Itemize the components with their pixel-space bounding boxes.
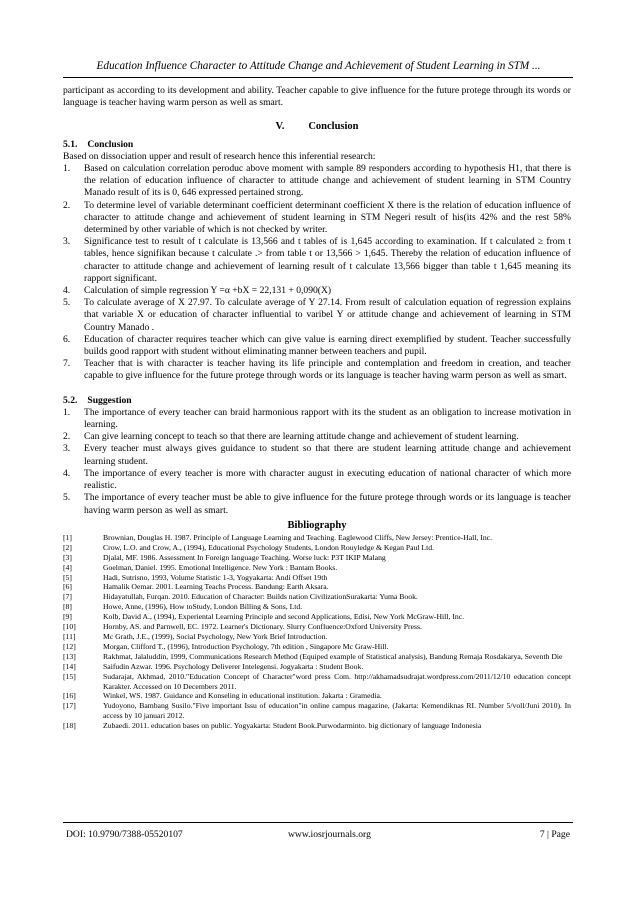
conclusion-item-number: 5. (63, 297, 71, 309)
reference-item-number: [6] (63, 582, 72, 592)
reference-item (63, 602, 571, 612)
bibliography-title: Bibliography (287, 519, 347, 531)
reference-item-text: Howe, Anne, (1996), How toStudy, London Billing & Sons, Ltd. (103, 602, 303, 612)
conclusion-item (63, 334, 571, 358)
reference-item-text: Winkel, WS. 1987. Guidance and Konseling in educational institution. Jakarta : Gramedia. (103, 691, 382, 701)
reference-item-text: Morgan, Clifford T., (1996), Introduction Psychology, 7th edition , Singapore Mc Graw-Hill. (103, 641, 389, 651)
suggestion-number: 5.2. (63, 394, 78, 406)
conclusion-item (63, 297, 571, 334)
reference-item-number: [4] (63, 562, 72, 572)
reference-item-number: [18] (63, 721, 76, 731)
conclusion-item (63, 163, 571, 200)
reference-item-number: [17] (63, 701, 76, 711)
footer-rule (63, 822, 573, 823)
reference-item (63, 672, 571, 692)
reference-item-number: [15] (63, 671, 76, 681)
reference-item (63, 652, 571, 662)
reference-item-number: [16] (63, 691, 76, 701)
reference-item-number: [9] (63, 612, 72, 622)
reference-item (63, 701, 571, 721)
conclusion-lead: Based on dissociation upper and result of research hence this inferential research: (63, 150, 376, 162)
reference-item-text: Zubaedi. 2011. education bases on public. Yogyakarta: Student Book.Purwodarminto. big dictionary of language Indonesia (103, 721, 482, 731)
running-header: Education Influence Character to Attitude Change and Achievement of Student Learning in STM ... (96, 60, 541, 72)
conclusion-item (63, 285, 571, 297)
reference-item (63, 622, 571, 632)
header-rule (63, 77, 573, 78)
conclusion-item (63, 200, 571, 237)
reference-item (63, 632, 571, 642)
conclusion-item-text: Education of character requires teacher which can give value is earning direct exemplified by student. Teacher successfully builds good rapport with student without eliminating manner between teachers and pupil. (84, 333, 571, 358)
reference-item-text: Kolb, David A., (1994), Experiental Learning Principle and second Applications, Edisi, New York McGraw-Hill, Inc. (103, 612, 465, 622)
suggestion-item (63, 431, 571, 443)
reference-item-text: Hadi, Sutrisno, 1993, Volume Statistic 1-3, Yogyakarta: Andi Offset 19th (103, 572, 328, 582)
reference-item-text: Goelman, Daniel. 1995. Emotional Intelligence. New York : Bantam Books. (103, 562, 338, 572)
suggestion-heading (63, 395, 571, 407)
suggestion-item-text: Can give learning concept to teach so that there are learning attitude change and achievement of student learning. (84, 431, 519, 443)
reference-item-text: Hamalik Oemar. 2001. Learning Teachs Process. Bandung: Earth Aksara. (103, 582, 329, 592)
conclusion-item-number: 6. (63, 333, 71, 345)
conclusion-item-number: 4. (63, 285, 71, 297)
conclusion-list (63, 163, 571, 383)
intro-paragraph: participant as according to its development and ability. Teacher capable to give influence for the future protege through its words or language is teacher having warm person as well as smart. (63, 85, 571, 109)
reference-item (63, 563, 571, 573)
reference-item (63, 543, 571, 553)
conclusion-title: Conclusion (87, 138, 134, 150)
footer-website: www.iosrjournals.org (288, 829, 371, 840)
reference-item-text: Hornby, AS. and Parnwell, EC. 1972. Learner's Dictionary. Slurry Confluence:Oxford University Press. (103, 622, 422, 632)
reference-item-number: [14] (63, 661, 76, 671)
conclusion-item-number: 2. (63, 199, 71, 211)
suggestion-item-number: 2. (63, 431, 71, 443)
suggestion-item (63, 443, 571, 467)
reference-item-number: [13] (63, 651, 76, 661)
reference-item-number: [3] (63, 552, 72, 562)
suggestion-item-number: 3. (63, 443, 71, 455)
suggestion-item-number: 4. (63, 467, 71, 479)
suggestion-item (63, 492, 571, 516)
conclusion-item-number: 7. (63, 358, 71, 370)
reference-item (63, 642, 571, 652)
reference-item-number: [8] (63, 602, 72, 612)
suggestion-item (63, 407, 571, 431)
reference-item (63, 533, 571, 543)
conclusion-item-number: 1. (63, 163, 71, 175)
reference-item-text: Crow, L.O. and Crow, A., (1994), Educational Psychology Students, London Rouyledge & Kegan Paul Ltd. (103, 542, 435, 552)
section-title: Conclusion (308, 121, 359, 133)
suggestion-item-number: 1. (63, 406, 71, 418)
reference-item (63, 691, 571, 701)
conclusion-item-text: To calculate average of X 27.97. To calculate average of Y 27.14. From result of calculation equation of regression explains that variable X or education of character influential to varibel Y or attitude change and achievement of learning in STM Country Manado . (84, 297, 571, 333)
reference-item (63, 553, 571, 563)
conclusion-item-text: To determine level of variable determinant coefficient determinant coefficient X there is the relation of education influence of character to attitude change and achievement of student learning in STM Negeri result of his(its 42% and the rest 58% determined by other variable of which is not checked by writer. (84, 199, 571, 236)
reference-item-number: [2] (63, 542, 72, 552)
reference-item (63, 612, 571, 622)
suggestion-item-text: The importance of every teacher can braid harmonious rapport with its the student as an obligation to increase motivation in learning. (84, 406, 571, 431)
suggestion-list (63, 407, 571, 517)
conclusion-item-text: Teacher that is with character is teacher having its life principle and contemplation and freedom in creation, and teacher capable to give influence for the future protege through words or its language is teacher having warm person as well as smart. (84, 358, 571, 382)
reference-list (63, 533, 571, 731)
reference-item-number: [10] (63, 622, 76, 632)
reference-item-text: Brownian, Douglas H. 1987. Principle of Language Learning and Teaching. Eaglewood Cliffs, New Jersey: Prentice-Hall, Inc. (103, 532, 492, 542)
suggestion-item (63, 468, 571, 492)
reference-item-text: Yudoyono, Bambang Susilo."Five important Issu of education"in online campus magazine, (Jakarta: Kemendiknas RI. Number 5/voll/Juni 2010). In access by 10 januari 2012. (103, 701, 571, 721)
reference-item (63, 592, 571, 602)
conclusion-item-text: Calculation of simple regression Y =α +bX = 22,131 + 0,090(X) (84, 285, 332, 297)
conclusion-item (63, 358, 571, 382)
reference-item-text: Djalal, MF. 1986. Assessment In Foreign language Teaching. Worse luck: P3T IKIP Malang (103, 552, 386, 562)
conclusion-item-text: Significance test to result of t calculate is 13,566 and t tables of is 1,645 according to examination. If t calculated ≥ from t tables, hence signifikan because t calculate .> from table t or 13,566 > 1,645. Thereby the relation of education influence of character to attitude change and achievement of learning result of t calculate 13,566 bigger than table t 1,645 meaning its rapport significant. (84, 236, 571, 284)
reference-item-number: [12] (63, 641, 76, 651)
conclusion-item-number: 3. (63, 236, 71, 248)
footer-page-number: 7 | Page (539, 829, 570, 840)
reference-item-text: Sudarajat, Akhmad, 2010."Education Concept of Character"word press Com. http://akhamadsudrajat.wordpress.com/2011/12/10 education concept Karakter. Accessed on 10 Decembers 2011. (103, 671, 571, 691)
footer-doi: DOI: 10.9790/7388-05520107 (66, 829, 183, 840)
page-content (63, 85, 571, 731)
suggestion-item-text: The importance of every teacher is more with character august in executing education of national character of which more realistic. (84, 467, 571, 492)
conclusion-item (63, 236, 571, 285)
reference-item-text: Saifudin Azwar. 1996. Psychology Deliverer Intelegensi. Jogyakarta : Student Book. (103, 661, 364, 671)
suggestion-item-number: 5. (63, 492, 71, 504)
reference-item-number: [1] (63, 532, 72, 542)
reference-item-text: Hidayatullah, Furqan. 2010. Education of Character: Builds nation CivilizationSurakarta: Yuma Book. (103, 592, 418, 602)
reference-item-number: [11] (63, 631, 76, 641)
reference-item (63, 721, 571, 731)
section-number: V. (275, 121, 285, 133)
reference-item-text: Rakhmat, Jalaluddin, 1999, Communications Research Method (Equiped example of Statistical analysis), Bandung Remaja Rosdakarya, Seventh Die (103, 651, 563, 661)
reference-item (63, 573, 571, 583)
reference-item-number: [5] (63, 572, 72, 582)
conclusion-number: 5.1. (63, 138, 78, 150)
section-heading (63, 121, 571, 133)
suggestion-title: Suggestion (87, 394, 132, 406)
reference-item-text: Mc Grath, J.E., (1999), Social Psychology, New York Brief Introduction. (103, 631, 328, 641)
conclusion-heading (63, 139, 571, 151)
conclusion-item-text: Based on calculation correlation peroduc above moment with sample 89 responders according to hypothesis H1, that there is the relation of education influence of character to attitude change and achievement of student learning in STM Country Manado result of its is 0, 646 expressed pertained strong. (84, 163, 571, 199)
suggestion-item-text: The importance of every teacher must be able to give influence for the future protege through words or its language is teacher having warm person as well as smart. (84, 492, 571, 516)
reference-item-number: [7] (63, 592, 72, 602)
reference-item (63, 662, 571, 672)
reference-item (63, 582, 571, 592)
suggestion-item-text: Every teacher must always gives guidance to student so that there are student learning attitude change and achievement learning student. (84, 443, 571, 467)
